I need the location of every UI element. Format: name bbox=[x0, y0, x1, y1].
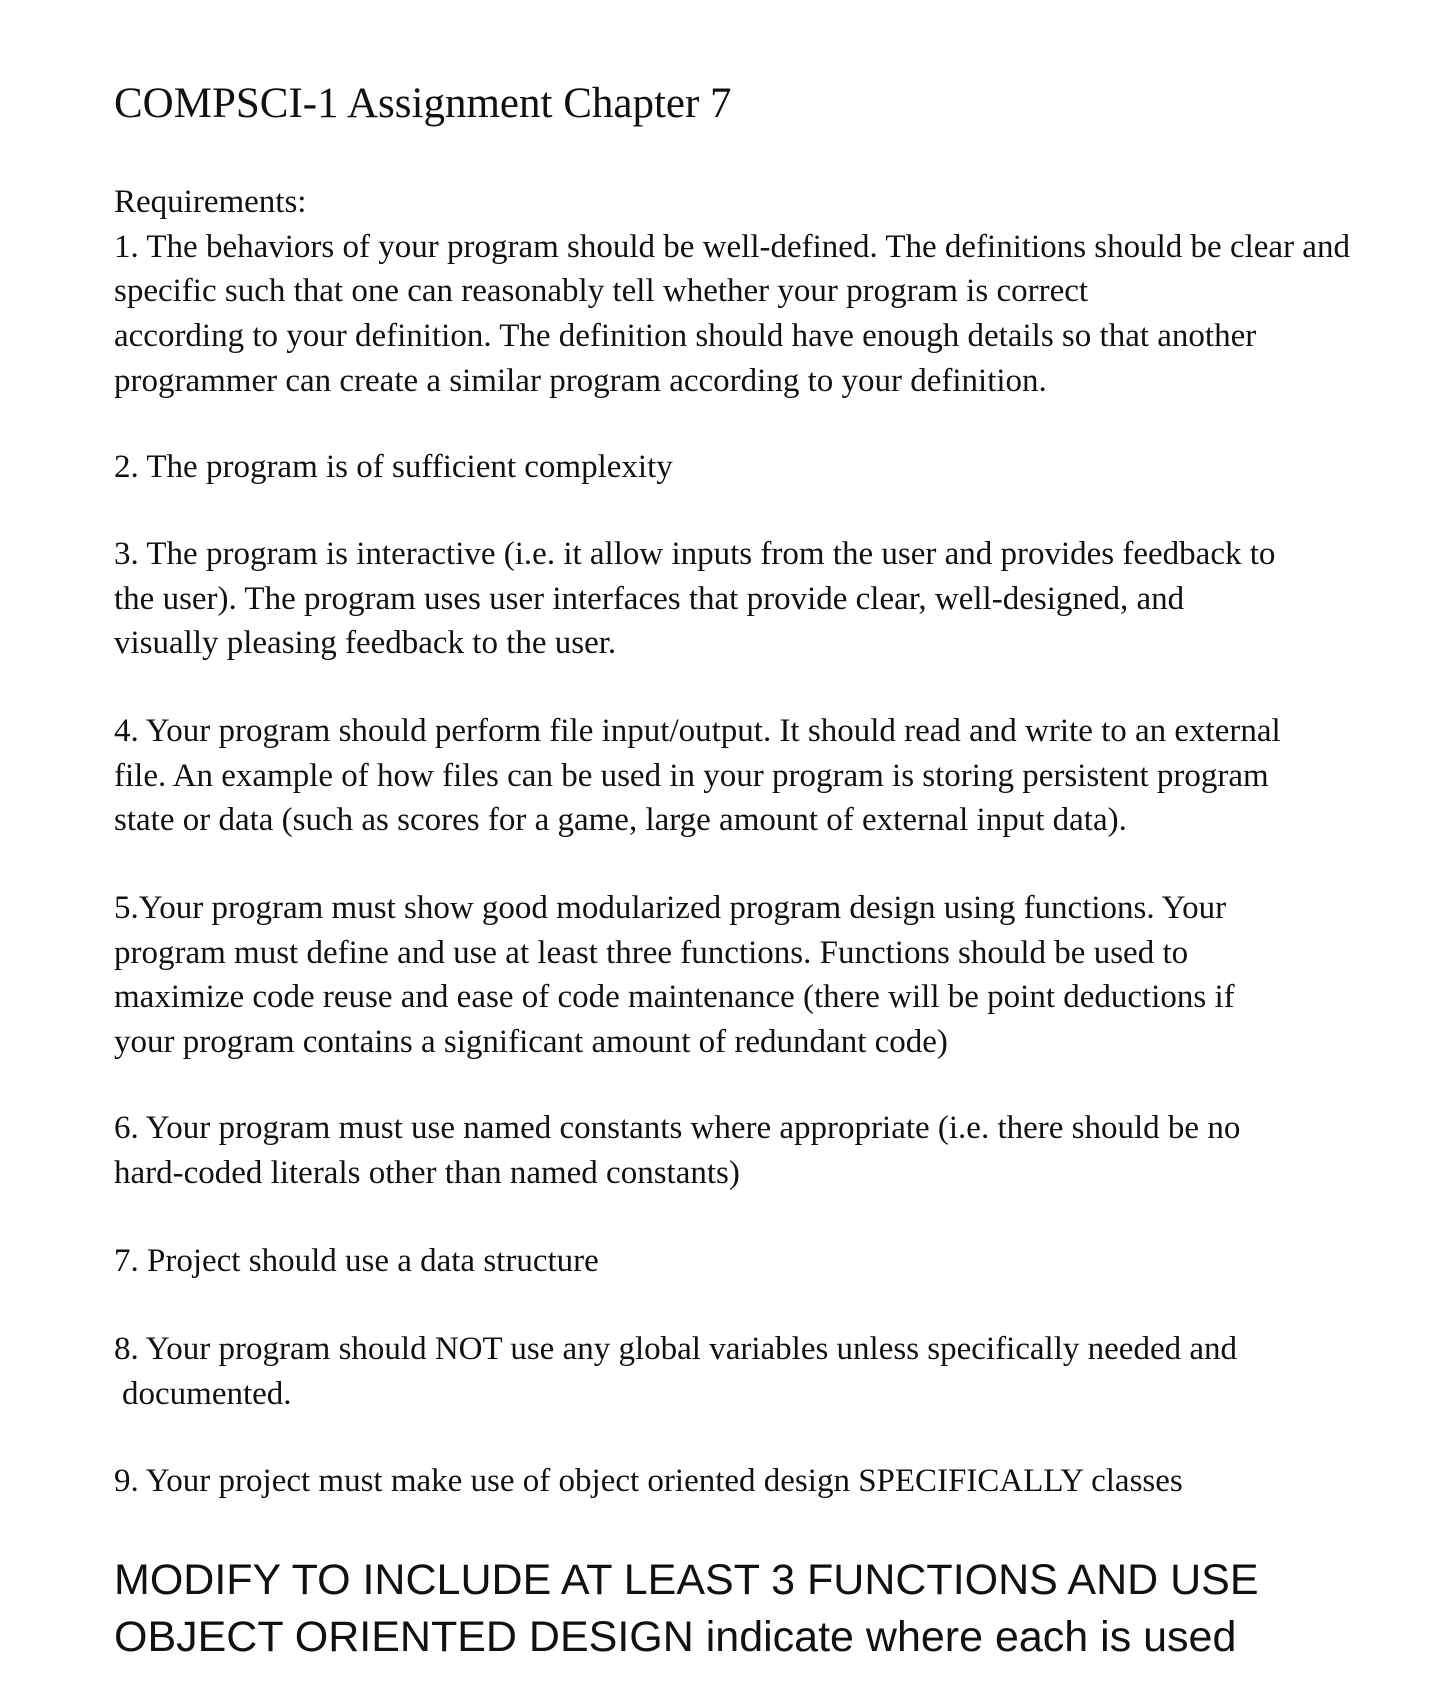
requirements-heading: Requirements: bbox=[114, 184, 307, 220]
requirement-line: 4. Your program should perform file input/output. It should read and write to an external bbox=[114, 713, 1281, 749]
requirement-line: documented. bbox=[122, 1375, 292, 1412]
requirement-line: 2. The program is of sufficient complexity bbox=[114, 449, 673, 485]
requirement-item-3 bbox=[114, 532, 1275, 666]
requirement-line: 3. The program is interactive (i.e. it allow inputs from the user and provides feedback to bbox=[114, 536, 1276, 572]
requirement-line: programmer can create a similar program according to your definition. bbox=[114, 362, 1047, 399]
requirement-line: 8. Your program should NOT use any global variables unless specifically needed and bbox=[114, 1331, 1237, 1367]
requirement-line: according to your definition. The definition should have enough details so that another bbox=[114, 318, 1257, 355]
requirement-line: 7. Project should use a data structure bbox=[114, 1243, 599, 1279]
requirement-item-5 bbox=[114, 886, 1235, 1065]
requirement-item-9 bbox=[114, 1459, 1183, 1504]
modification-instruction bbox=[114, 1552, 1259, 1666]
requirement-line: 1. The behaviors of your program should be well-defined. The definitions should be clear and bbox=[114, 228, 1350, 265]
requirement-item-4 bbox=[114, 709, 1281, 843]
requirement-item-7 bbox=[114, 1239, 599, 1284]
requirement-line: 6. Your program must use named constants where appropriate (i.e. there should be no bbox=[114, 1110, 1241, 1146]
requirement-line: visually pleasing feedback to the user. bbox=[114, 625, 617, 662]
requirement-line: 5.Your program must show good modularized program design using functions. Your bbox=[114, 890, 1227, 926]
requirement-item-6 bbox=[114, 1106, 1240, 1195]
instruction-line: MODIFY TO INCLUDE AT LEAST 3 FUNCTIONS AND USE bbox=[114, 1556, 1259, 1604]
requirement-line: state or data (such as scores for a game, large amount of external input data). bbox=[114, 802, 1127, 839]
instruction-line: OBJECT ORIENTED DESIGN indicate where each is used bbox=[114, 1613, 1237, 1661]
requirement-line: maximize code reuse and ease of code maintenance (there will be point deductions if bbox=[114, 979, 1235, 1016]
requirement-line: the user). The program uses user interfaces that provide clear, well-designed, and bbox=[114, 580, 1185, 617]
requirement-item-1 bbox=[114, 225, 1350, 404]
requirement-line: file. An example of how files can be used in your program is storing persistent program bbox=[114, 757, 1269, 794]
requirement-line: program must define and use at least three functions. Functions should be used to bbox=[114, 934, 1189, 971]
requirement-line: hard-coded literals other than named constants) bbox=[114, 1154, 740, 1191]
requirement-line: 9. Your project must make use of object oriented design SPECIFICALLY classes bbox=[114, 1463, 1183, 1499]
document-title: COMPSCI-1 Assignment Chapter 7 bbox=[114, 80, 732, 127]
requirement-line: your program contains a significant amount of redundant code) bbox=[114, 1024, 948, 1061]
requirement-item-8 bbox=[114, 1327, 1237, 1416]
requirement-item-2 bbox=[114, 445, 673, 490]
requirement-line: specific such that one can reasonably tell whether your program is correct bbox=[114, 273, 1089, 310]
requirements-section bbox=[114, 180, 1350, 403]
